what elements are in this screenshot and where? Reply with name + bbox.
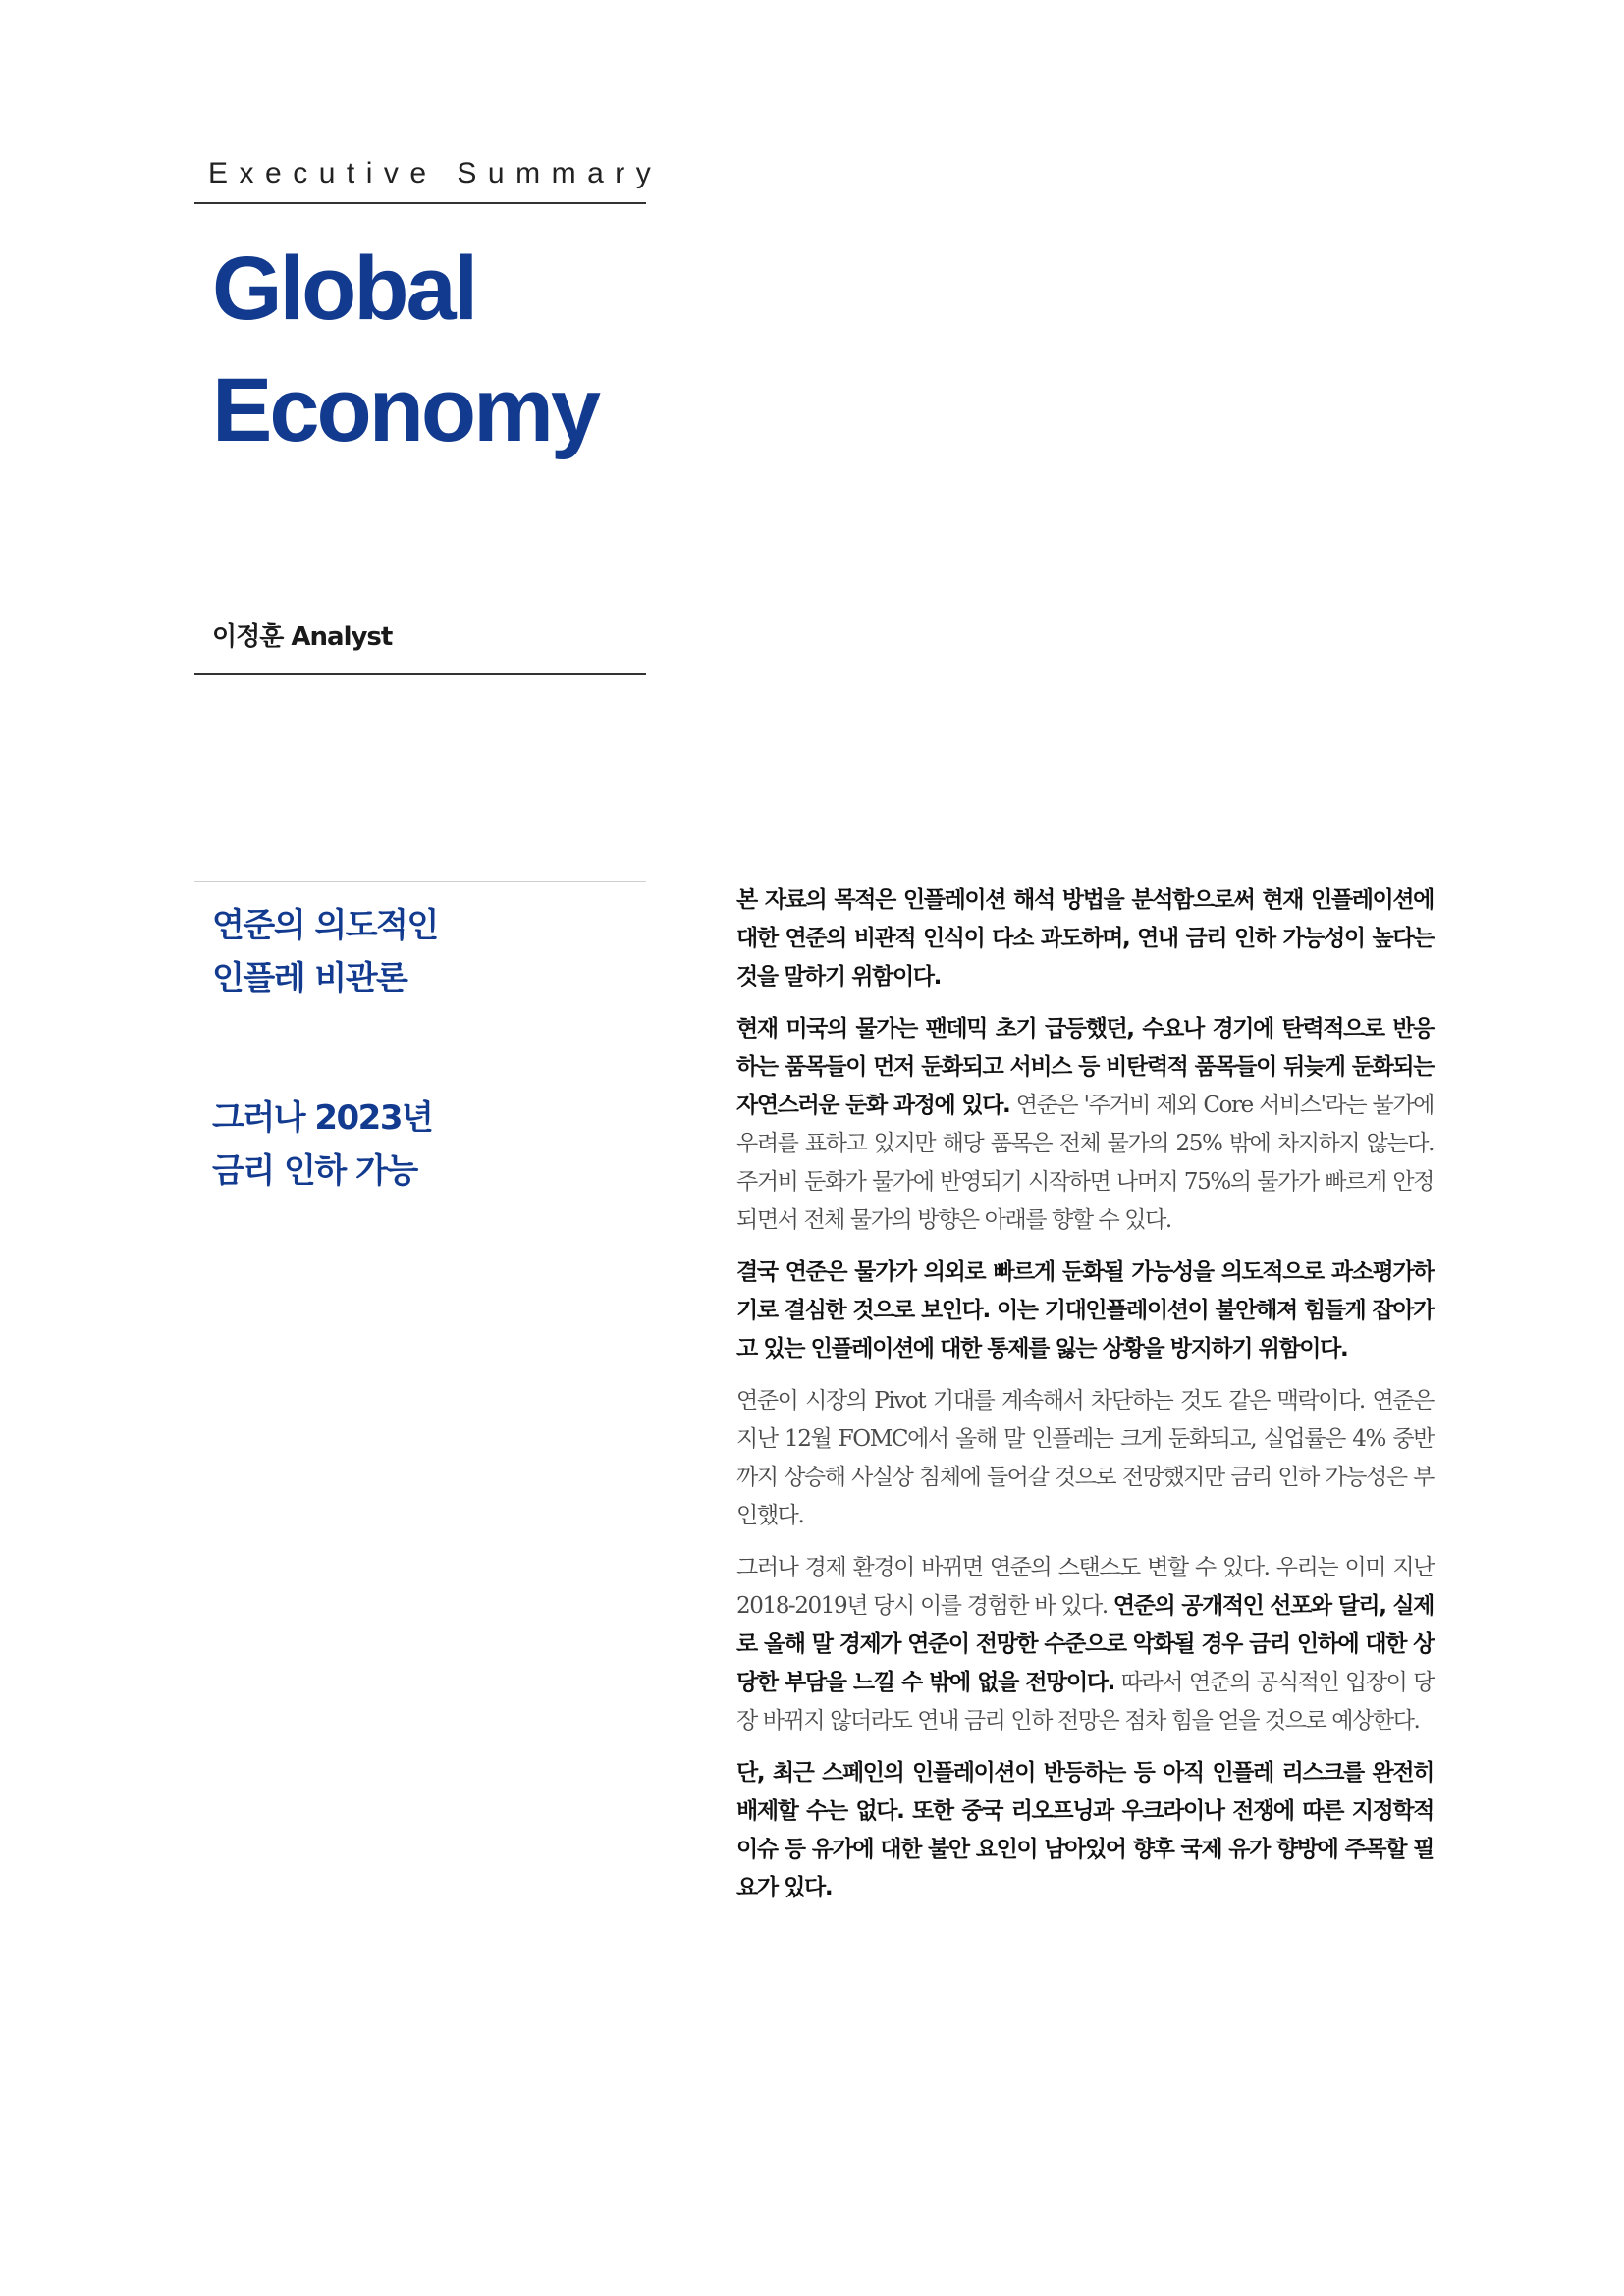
paragraph-1 (736, 881, 1434, 996)
paragraph-5-light-1: 그러나 경제 환경이 바뀌면 연준의 스탠스도 변할 수 있다. 우리는 이미 지난 2018-2019년 당시 이를 경험한 바 있다. (736, 1555, 1434, 1619)
divider-sidebar (194, 881, 646, 882)
paragraph-4 (736, 1382, 1434, 1535)
paragraph-2-bold: 현재 미국의 물가는 팬데믹 초기 급등했던, 수요나 경기에 탄력적으로 반응하는 품목들이 먼저 둔화되고 서비스 등 비탄력적 품목들이 뒤늦게 둔화되는 자연스러운 둔화 과정에 있다. (736, 1016, 1434, 1118)
paragraph-3-text: 결국 연준은 물가가 의외로 빠르게 둔화될 가능성을 의도적으로 과소평가하기로 결심한 것으로 보인다. 이는 기대인플레이션이 불안해져 힘들게 잡아가고 있는 인플레이션에 대한 통제를 잃는 상황을 방지하기 위함이다. (736, 1259, 1434, 1362)
paragraph-6-text: 단, 최근 스페인의 인플레이션이 반등하는 등 아직 인플레 리스크를 완전히 배제할 수는 없다. 또한 중국 리오프닝과 우크라이나 전쟁에 따른 지정학적 이슈 등 유가에 대한 불안 요인이 남아있어 향후 국제 유가 향방에 주목할 필요가 있다. (736, 1760, 1434, 1900)
sidebar-heading-2-line2: 금리 인하 가능 (212, 1151, 417, 1191)
sidebar-heading-1-line1: 연준의 의도적인 (212, 906, 438, 945)
sidebar-heading-2 (212, 1092, 432, 1198)
sidebar-heading-1-line2: 인플레 비관론 (212, 959, 407, 998)
sidebar-heading-2-line1: 그러나 2023년 (212, 1098, 433, 1138)
divider-author (194, 673, 646, 675)
summary-body (736, 881, 1434, 1921)
sidebar-heading-1 (212, 899, 438, 1005)
paragraph-3 (736, 1254, 1434, 1368)
paragraph-5-light-2: 따라서 연준의 공식적인 입장이 당장 바뀌지 않더라도 연내 금리 인하 전망은 점차 힘을 얻을 것으로 예상한다. (736, 1670, 1434, 1734)
title-line-global: Global (212, 239, 476, 339)
paragraph-1-text: 본 자료의 목적은 인플레이션 해석 방법을 분석함으로써 현재 인플레이션에 대한 연준의 비관적 인식이 다소 과도하며, 연내 금리 인하 가능성이 높다는 것을 말하기 위함이다. (736, 887, 1434, 989)
section-kicker: Executive Summary (208, 157, 663, 189)
paragraph-5 (736, 1549, 1434, 1740)
paragraph-2 (736, 1010, 1434, 1240)
title-line-economy: Economy (212, 360, 599, 460)
paragraph-6 (736, 1754, 1434, 1907)
paragraph-4-text: 연준이 시장의 Pivot 기대를 계속해서 차단하는 것도 같은 맥락이다. 연준은 지난 12월 FOMC에서 올해 말 인플레는 크게 둔화되고, 실업률은 4% 중반까지 상승해 사실상 침체에 들어갈 것으로 전망했지만 금리 인하 가능성은 부인했다. (736, 1388, 1434, 1528)
paragraph-5-bold: 연준의 공개적인 선포와 달리, 실제로 올해 말 경제가 연준이 전망한 수준으로 악화될 경우 금리 인하에 대한 상당한 부담을 느낄 수 밖에 없을 전망이다. (736, 1593, 1435, 1695)
divider-top (194, 202, 646, 204)
author-name: 이정훈 Analyst (212, 622, 393, 652)
paragraph-2-light: 연준은 '주거비 제외 Core 서비스'라는 물가에 우려를 표하고 있지만 해당 품목은 전체 물가의 25% 밖에 차지하지 않는다. 주거비 둔화가 물가에 반영되기 시작하면 나머지 75%의 물가가 빠르게 안정되면서 전체 물가의 방향은 아래를 향할 수 있다. (736, 1093, 1434, 1233)
page-title (212, 228, 598, 471)
